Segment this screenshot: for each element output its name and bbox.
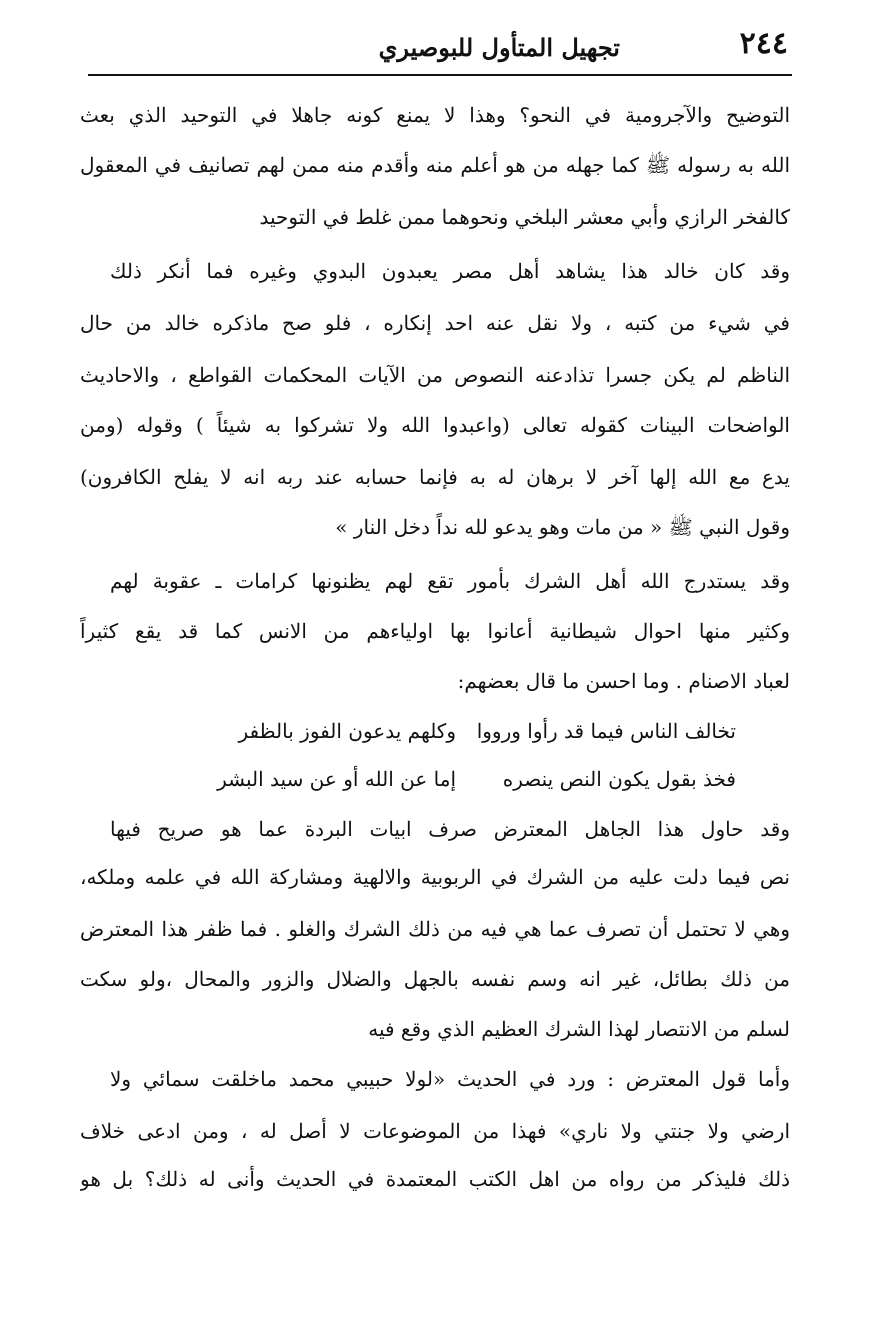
body-line: وقد يستدرج الله أهل الشرك بأمور تقع لهم يظنونها كرامات ـ عقوبة لهم [110,569,790,593]
body-line: ذلك فليذكر من رواه من اهل الكتب المعتمدة في الحديث وأنى له ذلك؟ بل هو [80,1167,790,1191]
running-title: تجهيل المتأول للبوصيري [378,33,620,62]
body-line: وقد حاول هذا الجاهل المعترض صرف ابيات البردة عما هو صريح فيها [110,817,790,841]
body-line: الواضحات البينات كقوله تعالى (واعبدوا الله ولا تشركوا به شيئاً ) وقوله (ومن [80,413,790,437]
body-line: كالفخر الرازي وأبي معشر البلخي ونحوهما ممن غلط في التوحيد [259,205,790,229]
body-line: في شيء من كتبه ، ولا نقل عنه احد إنكاره ، فلو صح ماذكره خالد من حال [80,311,790,335]
body-line: التوضيح والآجرومية في النحو؟ وهذا لا يمنع كونه جاهلا في التوحيد الذي بعث [80,103,790,127]
poem-verse-1-second: وكلهم يدعون الفوز بالظفر [238,719,456,743]
body-line: من ذلك بطائل، غير انه وسم نفسه بالجهل والضلال والزور والمحال ،ولو سكت [80,967,790,991]
body-line: الناظم لم يكن جسرا تذادعنه النصوص من الآيات المحكمات القواطع ، والاحاديث [80,363,790,387]
page-number: ٢٤٤ [739,26,788,61]
body-line: لسلم من الانتصار لهذا الشرك العظيم الذي وقع فيه [368,1017,790,1041]
body-line: وقول النبي ﷺ « من مات وهو يدعو لله نداً دخل النار » [335,515,790,539]
body-line: لعباد الاصنام . وما احسن ما قال بعضهم: [457,669,790,693]
page-header [88,22,788,76]
body-line: الله به رسوله ﷺ كما جهله من هو أعلم منه وأقدم منه ممن لهم تصانيف في المعقول [80,153,790,177]
body-line: وكثير منها احوال شيطانية أعانوا بها اولياءهم من الانس كما قد يقع كثيراً [80,619,790,643]
body-line: وقد كان خالد هذا يشاهد أهل مصر يعبدون البدوي وغيره فما أنكر ذلك [110,259,790,283]
body-line: ارضي ولا جنتي ولا ناري» فهذا من الموضوعات لا أصل له ، ومن ادعى خلاف [80,1119,790,1143]
poem-verse-2-second: إما عن الله أو عن سيد البشر [217,767,456,791]
poem-verse-2-first: فخذ بقول يكون النص ينصره [502,767,736,791]
header-rule [88,74,792,76]
body-line: وأما قول المعترض : ورد في الحديث «لولا حبيبي محمد ماخلقت سمائي ولا [110,1067,790,1091]
poem-verse-1-first: تخالف الناس فيما قد رأوا ورووا [476,719,736,743]
body-line: يدع مع الله إلها آخر لا برهان له به فإنما حسابه عند ربه انه لا يفلح الكافرون) [80,465,790,489]
body-line: وهي لا تحتمل أن تصرف عما هي فيه من ذلك الشرك والغلو . فما ظفر هذا المعترض [80,917,790,941]
body-line: نص فيما دلت عليه من الشرك في الربوبية والالهية ومشاركة الله في علمه وملكه، [80,865,790,889]
